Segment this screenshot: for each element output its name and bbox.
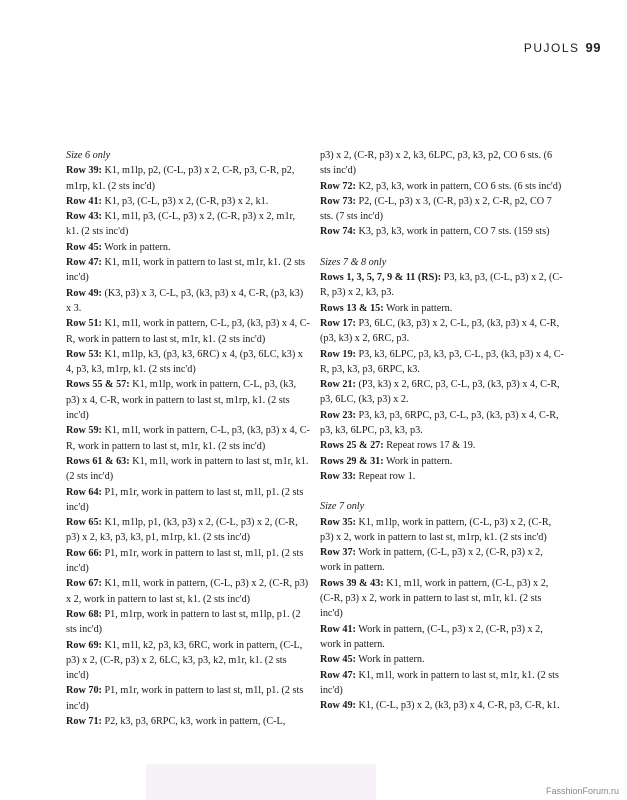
row-label: Row 59: [66, 425, 102, 437]
pattern-row [66, 240, 310, 255]
pattern-row [66, 638, 310, 684]
pattern-row [320, 469, 564, 484]
row-instructions: P2, (C-L, p3) x 3, (C-R, p3) x 2, C-R, p2, CO 7 sts. (7 sts inc'd) [320, 195, 552, 223]
pattern-row [320, 408, 564, 439]
continued-text [320, 148, 564, 179]
row-instructions: K1, m1lp, p1, (k3, p3) x 2, (C-L, p3) x 2, (C-R, p3) x 2, k3, p3, k3, p1, m1rp, k1. (2 sts inc'd) [66, 517, 298, 544]
row-label: Row 51: [66, 318, 102, 330]
row-instructions: K1, m1lp, work in pattern, (C-L, p3) x 2, (C-R, p3) x 2, work in pattern to last st, m1rp, k1. (2 sts inc'd) [320, 516, 552, 543]
row-label: Rows 55 & 57: [66, 379, 130, 391]
pattern-row [320, 576, 564, 622]
footer-band [146, 764, 376, 800]
row-instructions: Work in pattern. [383, 302, 453, 314]
pattern-row [66, 515, 310, 546]
row-instructions: K1, m1l, work in pattern, C-L, p3, (k3, p3) x 4, C-R, work in pattern to last st, m1r, k1. (2 sts inc'd) [66, 318, 310, 345]
pattern-row [320, 194, 564, 225]
left-column [66, 148, 310, 729]
row-label: Rows 1, 3, 5, 7, 9 & 11 (RS): [320, 272, 442, 284]
row-label: Row 45: [320, 654, 356, 666]
row-instructions: P3, k3, p3, (C-L, p3) x 2, (C-R, p3) x 2, k3, p3. [320, 272, 563, 299]
pattern-row [66, 546, 310, 577]
row-instructions: K1, (C-L, p3) x 2, (k3, p3) x 4, C-R, p3, C-R, k1. [355, 700, 560, 712]
row-instructions: Work in pattern, (C-L, p3) x 2, (C-R, p3) x 2, work in pattern. [320, 623, 543, 650]
row-instructions: K1, m1l, work in pattern, C-L, p3, (k3, p3) x 4, C-R, work in pattern to last st, m1r, k1. (2 sts inc'd) [66, 425, 310, 452]
pattern-row [66, 377, 310, 423]
row-label: Row 43: [66, 211, 102, 223]
pattern-row [66, 209, 310, 240]
pattern-row [320, 377, 564, 408]
pattern-row [66, 485, 310, 516]
row-label: Row 66: [66, 547, 102, 559]
pattern-row [66, 316, 310, 347]
row-label: Row 73: [320, 195, 356, 207]
row-label: Row 17: [320, 317, 356, 329]
page-number: 99 [585, 40, 601, 55]
row-instructions: Repeat row 1. [355, 470, 416, 482]
row-instructions: P3, k3, 6LPC, p3, k3, p3, C-L, p3, (k3, p3) x 4, C-R, p3, k3, p3, 6RPC, k3. [320, 348, 564, 375]
pattern-row [66, 194, 310, 209]
pattern-row [66, 454, 310, 485]
pattern-row [320, 347, 564, 378]
running-header [524, 40, 601, 55]
right-column [320, 148, 564, 713]
row-label: Row 67: [66, 578, 102, 590]
row-label: Row 68: [66, 608, 102, 620]
row-instructions: K1, m1l, work in pattern to last st, m1r, k1. (2 sts inc'd) [66, 455, 309, 483]
row-instructions: K1, m1l, k2, p3, k3, 6RC, work in pattern, (C-L, p3) x 2, (C-R, p3) x 2, 6LC, k3, p3, k2, m1r, k1. (2 sts inc'd) [66, 639, 303, 682]
pattern-row [66, 423, 310, 454]
row-label: Rows 13 & 15: [320, 302, 384, 314]
row-instructions: K1, m1l, work in pattern, (C-L, p3) x 2, (C-R, p3) x 2, work in pattern to last st, k1. (2 sts inc'd) [66, 578, 309, 605]
row-instructions: P1, m1r, work in pattern to last st, m1l, p1. (2 sts inc'd) [66, 486, 304, 513]
row-instructions: P2, k3, p3, 6RPC, k3, work in pattern, (C-L, [101, 715, 286, 727]
pattern-row [66, 576, 310, 607]
row-label: Row 74: [320, 226, 356, 238]
header-title: PUJOLS [523, 41, 580, 55]
row-label: Row 21: [320, 379, 356, 391]
row-instructions: Work in pattern. [101, 241, 171, 253]
row-instructions: P1, m1r, work in pattern to last st, m1l, p1. (2 sts inc'd) [66, 547, 304, 575]
row-instructions: Repeat rows 17 & 19. [383, 440, 476, 452]
section-heading [66, 148, 310, 163]
row-label: Row 53: [66, 348, 102, 360]
row-instructions: (K3, p3) x 3, C-L, p3, (k3, p3) x 4, C-R, (p3, k3) x 3. [66, 287, 304, 314]
section-heading-text: Sizes 7 & 8 only [320, 256, 387, 268]
row-label: Row 45: [66, 241, 102, 253]
section-heading-text: Size 7 only [320, 501, 365, 513]
pattern-row [66, 347, 310, 378]
row-instructions: K1, m1l, p3, (C-L, p3) x 2, (C-R, p3) x 2, m1r, k1. (2 sts inc'd) [66, 211, 296, 238]
pattern-row [320, 545, 564, 576]
row-instructions: Work in pattern. [383, 455, 453, 467]
pattern-row [66, 714, 310, 729]
section-heading [320, 499, 564, 514]
row-label: Row 33: [320, 470, 356, 482]
row-label: Row 47: [66, 257, 102, 269]
row-label: Row 39: [66, 165, 102, 177]
continued-text-content: p3) x 2, (C-R, p3) x 2, k3, 6LPC, p3, k3, p2, CO 6 sts. (6 sts inc'd) [320, 150, 553, 177]
pattern-row [320, 622, 564, 653]
pattern-row [320, 652, 564, 667]
row-instructions: Work in pattern. [355, 654, 425, 666]
row-instructions: P3, 6LC, (k3, p3) x 2, C-L, p3, (k3, p3) x 4, C-R, (p3, k3) x 2, 6RC, p3. [320, 317, 560, 345]
row-label: Row 71: [66, 715, 102, 727]
pattern-row [66, 255, 310, 286]
pattern-row [66, 163, 310, 194]
row-instructions: Work in pattern, (C-L, p3) x 2, (C-R, p3) x 2, work in pattern. [320, 547, 543, 574]
pattern-row [320, 270, 564, 301]
row-instructions: K1, p3, (C-L, p3) x 2, (C-R, p3) x 2, k1. [101, 195, 269, 207]
pattern-row [66, 607, 310, 638]
row-label: Row 37: [320, 547, 356, 559]
row-label: Row 41: [320, 623, 356, 635]
row-instructions: (P3, k3) x 2, 6RC, p3, C-L, p3, (k3, p3) x 4, C-R, p3, 6LC, (k3, p3) x 2. [320, 379, 560, 406]
section-heading [320, 255, 564, 270]
row-label: Row 47: [320, 669, 356, 681]
row-instructions: P3, k3, p3, 6RPC, p3, C-L, p3, (k3, p3) x 4, C-R, p3, k3, 6LPC, p3, k3, p3. [320, 409, 559, 437]
row-label: Row 19: [320, 348, 356, 360]
row-label: Row 69: [66, 639, 102, 651]
pattern-row [320, 438, 564, 453]
row-instructions: K1, m1l, work in pattern to last st, m1r, k1. (2 sts inc'd) [66, 257, 305, 284]
row-label: Row 49: [66, 287, 102, 299]
pattern-row [66, 683, 310, 714]
pattern-row [320, 179, 564, 194]
row-instructions: K1, m1lp, work in pattern, C-L, p3, (k3, p3) x 4, C-R, work in pattern to last st, m1rp, k1. (2 sts inc'd) [66, 379, 297, 422]
row-instructions: P1, m1rp, work in pattern to last st, m1lp, p1. (2 sts inc'd) [66, 608, 301, 636]
row-label: Row 49: [320, 700, 356, 712]
pattern-row [320, 698, 564, 713]
row-instructions: K1, m1l, work in pattern to last st, m1r, k1. (2 sts inc'd) [320, 669, 559, 696]
pattern-row [320, 515, 564, 546]
pattern-row [320, 454, 564, 469]
row-label: Row 64: [66, 486, 102, 498]
pattern-row [66, 286, 310, 317]
row-label: Row 70: [66, 685, 102, 697]
row-label: Rows 61 & 63: [66, 455, 130, 467]
section-gap [320, 240, 564, 255]
row-label: Row 23: [320, 409, 356, 421]
pattern-row [320, 668, 564, 699]
row-label: Rows 25 & 27: [320, 440, 384, 452]
row-label: Rows 39 & 43: [320, 577, 384, 589]
watermark: FasshionForum.ru [545, 786, 619, 796]
row-label: Row 65: [66, 517, 102, 529]
pattern-row [320, 301, 564, 316]
row-instructions: K1, m1l, work in pattern, (C-L, p3) x 2, (C-R, p3) x 2, work in pattern to last st, m1r, k1. (2 sts inc'd) [320, 577, 549, 620]
row-instructions: K1, m1lp, k3, (p3, k3, 6RC) x 4, (p3, 6LC, k3) x 4, p3, k3, m1rp, k1. (2 sts inc'd) [66, 348, 303, 376]
row-label: Row 72: [320, 180, 356, 192]
row-instructions: K1, m1lp, p2, (C-L, p3) x 2, C-R, p3, C-R, p2, m1rp, k1. (2 sts inc'd) [66, 165, 295, 192]
row-label: Rows 29 & 31: [320, 455, 384, 467]
row-label: Row 41: [66, 195, 102, 207]
pattern-row [320, 316, 564, 347]
row-instructions: K2, p3, k3, work in pattern, CO 6 sts. (6 sts inc'd) [355, 180, 562, 192]
section-heading-text: Size 6 only [66, 150, 111, 161]
row-instructions: K3, p3, k3, work in pattern, CO 7 sts. (159 sts) [355, 226, 550, 238]
row-instructions: P1, m1r, work in pattern to last st, m1l, p1. (2 sts inc'd) [66, 685, 304, 712]
pattern-row [320, 224, 564, 239]
section-gap [320, 484, 564, 499]
row-label: Row 35: [320, 516, 356, 528]
